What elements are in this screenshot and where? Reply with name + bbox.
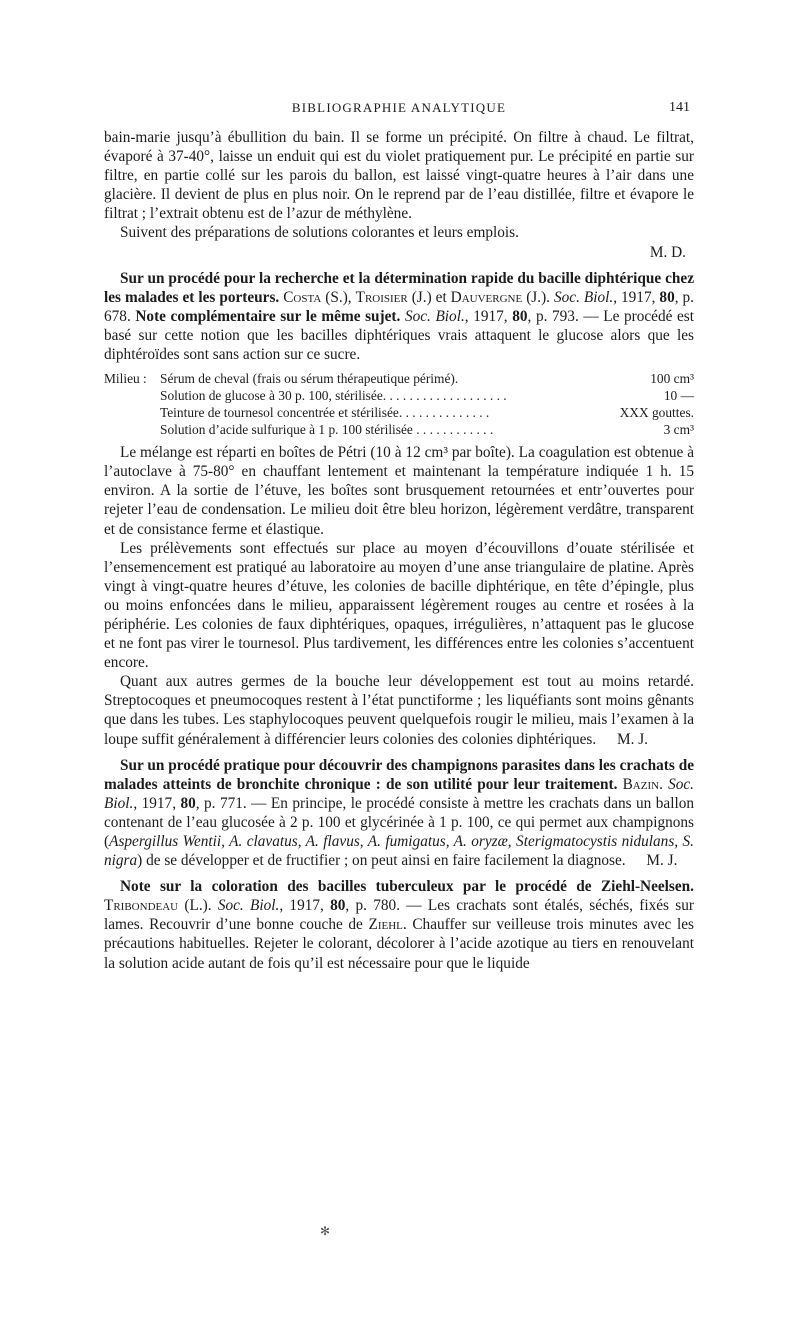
reference-text: , p. 771. — En principe, le procédé consiste à mettre les crachats dans un ballon contenant de l’eau glucosée à 2 p. 100 et glycérinée à 1 p. 100, ce qui permet aux champignons (: [104, 794, 695, 850]
journal-name: Soc. Biol.: [404, 307, 465, 325]
author-initial: (L.).: [178, 897, 218, 915]
body-text: Chauffer sur veilleuse trois minutes avec les précautions habituelles. Rejeter le colorant, décolorer à l’acide azotique au tiers en renouvelant la solution acide autant de fois qu’il est nécessaire pour que le liquide: [104, 916, 694, 972]
recipe-ingredient: Solution d’acide sulfurique à 1 p. 100 stérilisée . . . . . . . . . . . .: [160, 422, 494, 438]
recipe-quantity: XXX gouttes.: [619, 405, 694, 421]
reference-text: , 1917,: [133, 794, 181, 812]
author-initial: (J.) et: [407, 288, 451, 306]
running-title: BIBLIOGRAPHIE ANALYTIQUE: [291, 100, 507, 115]
author-name: Ziehl.: [368, 916, 407, 934]
author-name: Tribondeau: [104, 897, 179, 915]
recipe-table: [104, 370, 694, 438]
recipe-ingredient: Teinture de tournesol concentrée et stérilisée. . . . . . . . . . . . . .: [160, 405, 490, 421]
running-head: [104, 100, 694, 120]
article-title: Note sur la coloration des bacilles tuberculeux par le procédé de Ziehl-Neelsen.: [120, 878, 694, 896]
volume: 80: [512, 307, 528, 325]
author-name: Troisier: [355, 288, 408, 306]
recipe-row: [104, 404, 694, 421]
article-heading: [104, 269, 694, 364]
author-name: Bazin.: [622, 775, 663, 793]
recipe-row: [104, 387, 694, 404]
body-paragraph: Les prélèvements sont effectués sur place au moyen d’écouvillons d’ouate stérilisée et l’ensemencement est pratiqué au laboratoire au moyen d’une anse triangulaire de platine. Après vingt à vingt-quatre heures d’étuve, les colonies de bacille diphtérique, en tête d’épingle, plus ou moins enfoncées dans le milieu, apparaissent légèrement rouges au centre et rosées à la périphérie. Les colonies de faux diphtériques, opaques, irrégulières, n’attaquent pas le glucose et ne font pas virer le tournesol. Plus tardivement, les différences entre les colonies s’accentuent encore.: [104, 539, 694, 672]
recipe-ingredient: Sérum de cheval (frais ou sérum thérapeutique périmé).: [160, 371, 459, 387]
recipe-row: [104, 370, 694, 387]
article-body: [104, 877, 694, 972]
continuation-paragraph-2: Suivent des préparations de solutions colorantes et leurs emplois.: [120, 224, 519, 242]
recipe-quantity: 10 —: [663, 388, 694, 404]
article-diphtheria: [104, 269, 694, 749]
body-paragraph-with-signature: [104, 672, 694, 748]
signature: M. D.: [649, 243, 686, 261]
author-initial: (S.),: [321, 288, 356, 306]
volume: 80: [659, 288, 675, 306]
author-initial: (J.).: [522, 288, 554, 306]
signature: M. J.: [646, 852, 678, 870]
article-fungi: [104, 756, 694, 871]
reference-text: , 1917,: [464, 307, 513, 325]
recipe-quantity: 100 cm³: [650, 371, 694, 387]
article-title: Sur un procédé pratique pour découvrir des champignons parasites dans les crachats de malades atteints de bronchite chronique : de son utilité pour leur traitement.: [104, 756, 694, 793]
article-title: Sur un procédé pour la recherche et la détermination rapide du bacille diphtérique chez les malades et les porteurs.: [104, 269, 694, 306]
recipe-label: [104, 387, 160, 404]
reference-text: , p. 678.: [104, 288, 694, 325]
body-text: Quant aux autres germes de la bouche leur développement est tout au moins retardé. Streptocoques et pneumocoques restent à l’état punctiforme ; les liquéfiants sont moins gênants que dans les tubes. Les staphylocoques peuvent quelquefois rougir le milieu, mais l’examen à la loupe suffit généralement à différencier leurs colonies des colonies diphtériques.: [104, 673, 694, 748]
text-column: [104, 128, 694, 973]
journal-name: Soc. Biol.: [553, 288, 614, 306]
recipe-label: [104, 421, 160, 438]
journal-name: Soc. Biol.: [104, 775, 695, 812]
body-paragraph: Le mélange est réparti en boîtes de Pétri (10 à 12 cm³ par boîte). La coagulation est obtenue à l’autoclave à 75-80° en chauffant lentement et maintenant la température indiquée 1 h. 15 environ. A la sortie de l’étuve, les boîtes sont brusquement retournées et entr’ouvertes pour rejeter l’eau de condensation. Le milieu doit être bleu horizon, légèrement verdâtre, transparent et de consistance ferme et élastique.: [104, 444, 694, 538]
author-name: Dauvergne: [450, 288, 523, 306]
journal-name: Soc. Biol.: [217, 897, 280, 915]
volume: 80: [330, 897, 346, 915]
note-title: Note complémentaire sur le même sujet.: [135, 307, 401, 325]
recipe-label: Milieu :: [104, 371, 147, 387]
volume: 80: [180, 794, 196, 812]
reference-text: , 1917,: [613, 288, 660, 306]
species-list: Aspergillus Wentii, A. clavatus, A. flavus, A. fumigatus, A. oryzæ, Sterigmatocystis nidulans, S. nigra: [104, 833, 694, 870]
body-text: ) de se développer et de fructifier ; on peut ainsi en faire facilement la diagnose.: [137, 852, 626, 870]
recipe-row: [104, 421, 694, 438]
page-number: 141: [669, 100, 690, 115]
reference-text: , 1917,: [279, 897, 331, 915]
article-body: [104, 756, 694, 871]
signature: M. J.: [616, 730, 648, 748]
reference-text: , p. 793. — Le procédé est basé sur cette notion que les bacilles diphtériques vrais attaquent le glucose alors que les diphtéroïdes sont sans action sur ce sucre.: [104, 307, 694, 364]
reference-text: , p. 780. — Les crachats sont étalés, séchés, fixés sur lames. Recouvrir d’une bonne couche de: [104, 897, 694, 934]
recipe-label: [104, 404, 160, 421]
continuation-paragraph: bain-marie jusqu’à ébullition du bain. Il se forme un précipité. On filtre à chaud. Le filtrat, évaporé à 37-40°, laisse un enduit qui est du violet pratiquement pur. Le précipité en partie sur filtre, en partie collé sur les parois du ballon, est laissé vingt-quatre heures à l’air dans une glacière. Il devient de plus en plus noir. On le reprend par de l’eau distillée, filtre et évapore le filtrat ; l’extrait obtenu est de l’azur de méthylène.: [104, 129, 694, 223]
recipe-ingredient: Solution de glucose à 30 p. 100, stérilisée. . . . . . . . . . . . . . . . . . .: [160, 388, 507, 404]
author-name: Costa: [283, 288, 322, 306]
article-tuberculosis: [104, 877, 694, 972]
recipe-quantity: 3 cm³: [663, 422, 694, 438]
printer-mark: ✻: [320, 1224, 331, 1238]
